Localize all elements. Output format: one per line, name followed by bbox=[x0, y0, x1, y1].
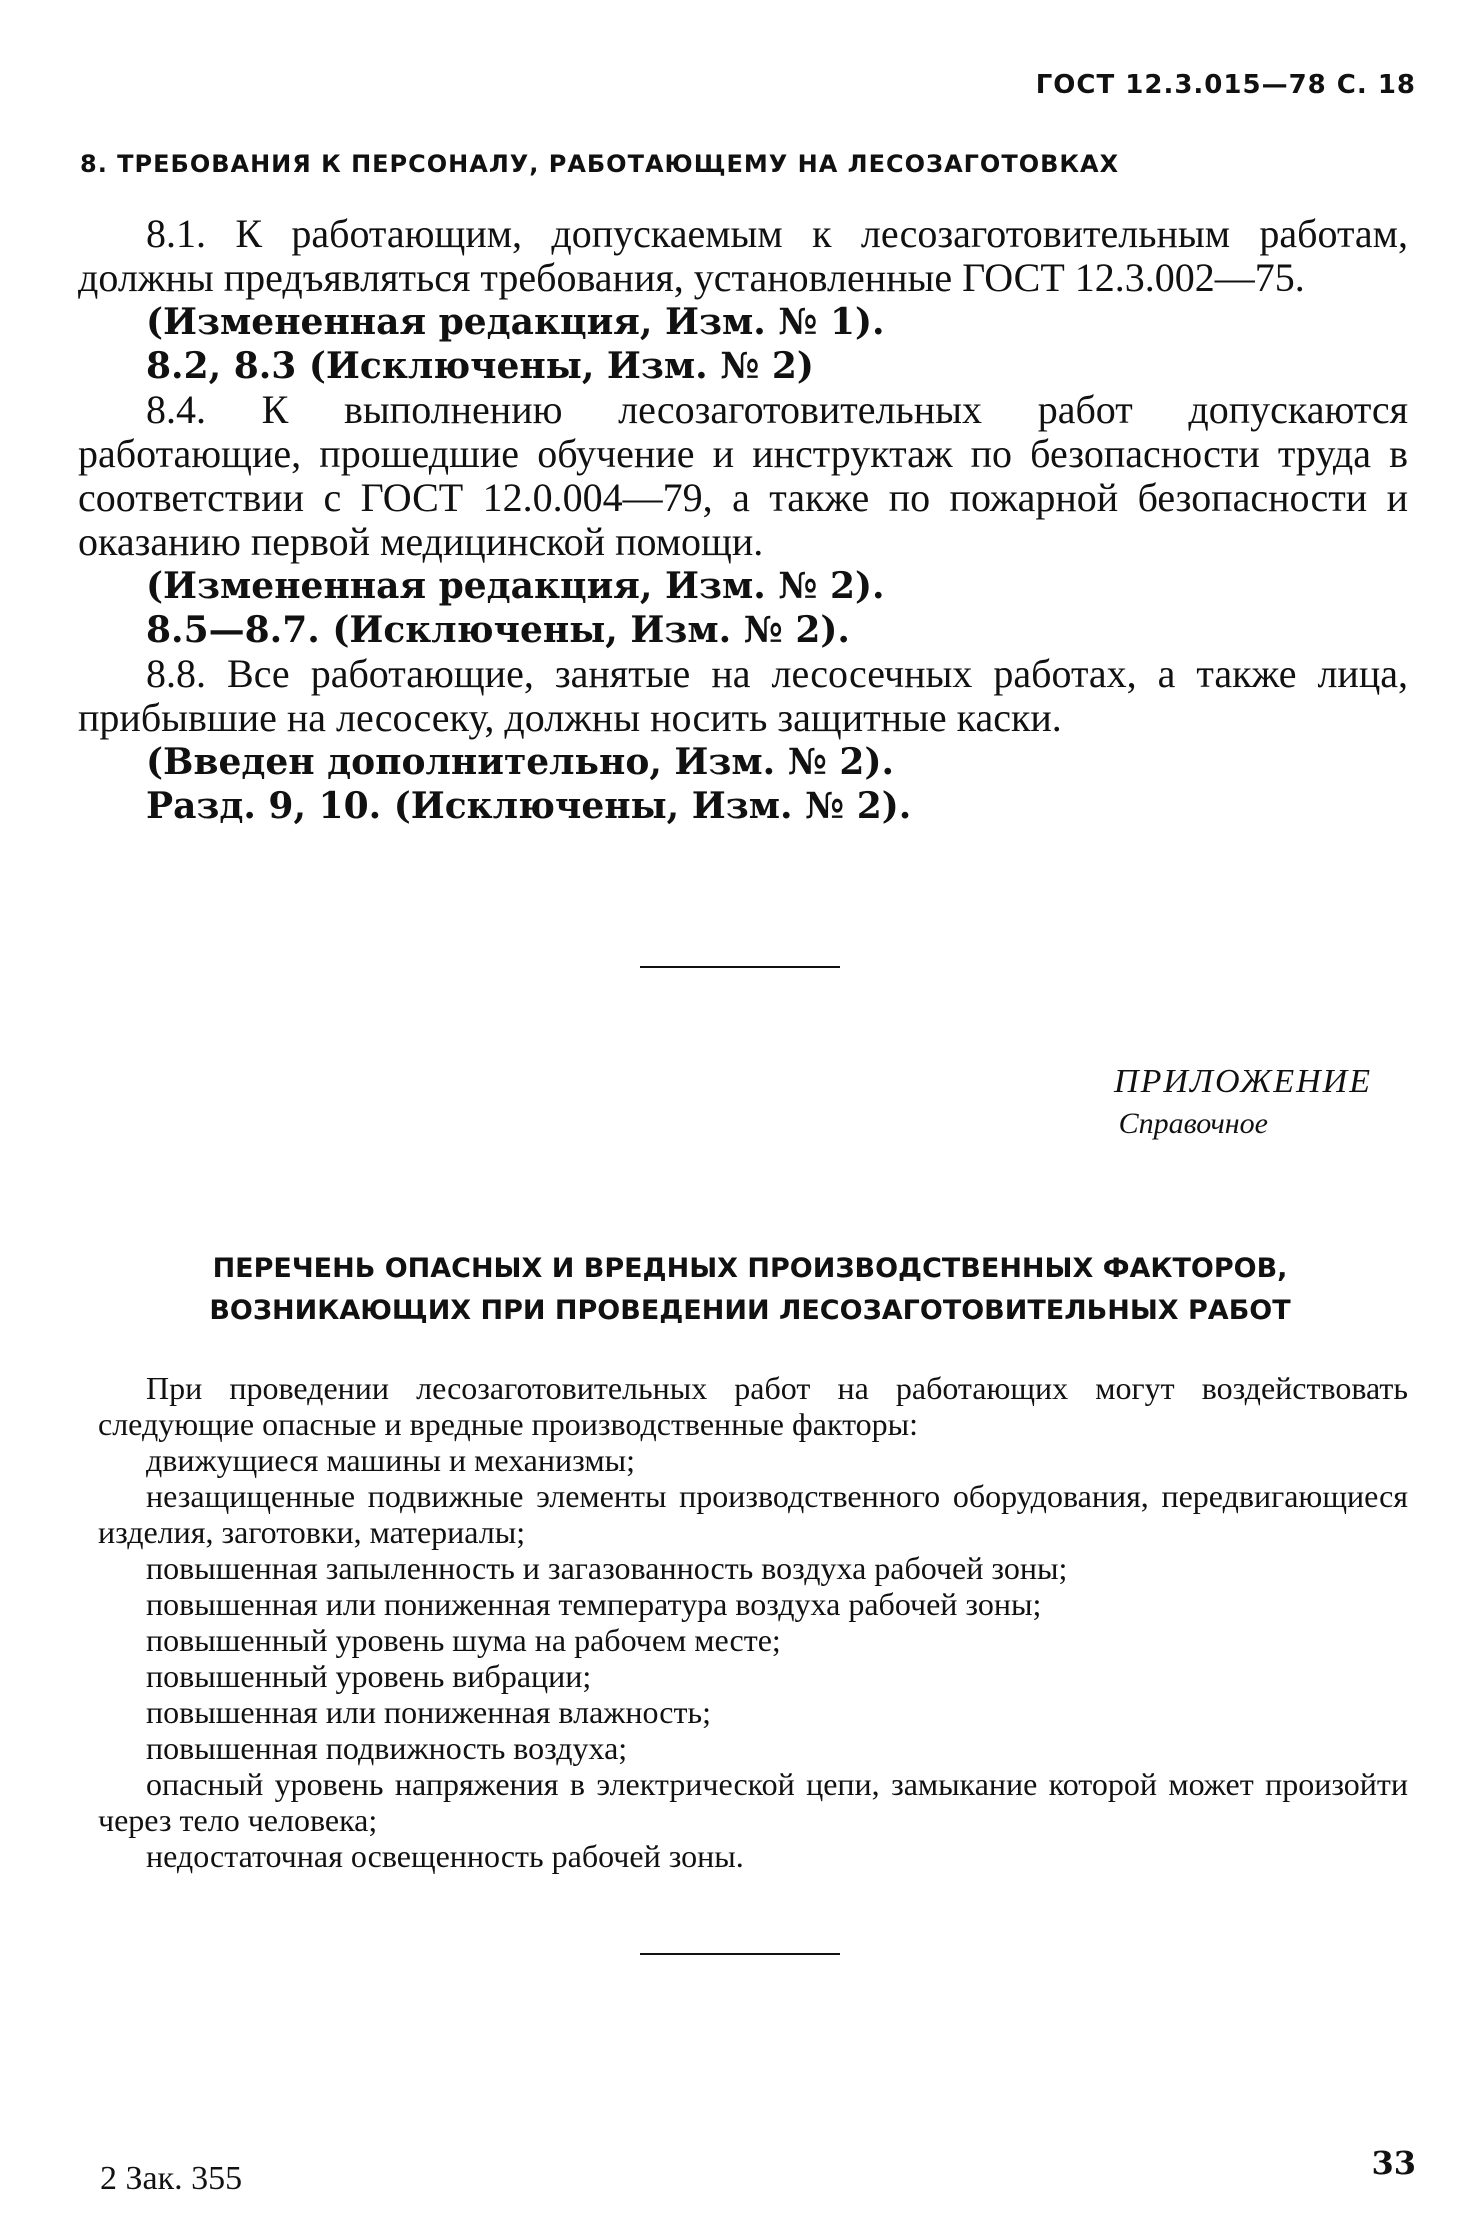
clause-8-1: 8.1. К работающим, допускаемым к лесозаготовительным работам, должны предъявляться требования, установленные ГОСТ 12.3.002—75. bbox=[78, 211, 1408, 300]
factor-item: опасный уровень напряжения в электрической цепи, замыкание которой может произойти через тело человека; bbox=[98, 1766, 1408, 1838]
divider-rule bbox=[640, 1953, 840, 1955]
factors-list bbox=[98, 1370, 1408, 1874]
factor-item: повышенный уровень шума на рабочем месте; bbox=[146, 1622, 781, 1658]
factor-item: повышенная подвижность воздуха; bbox=[146, 1730, 628, 1766]
appendix-heading bbox=[1114, 1060, 1372, 1144]
clause-8-8-amendment: (Введен дополнительно, Изм. № 2). bbox=[146, 741, 895, 783]
factors-title-line-1: ПЕРЕЧЕНЬ ОПАСНЫХ И ВРЕДНЫХ ПРОИЗВОДСТВЕННЫХ ФАКТОРОВ, bbox=[212, 1253, 1288, 1284]
clause-8-5-8-7: 8.5—8.7. (Исключены, Изм. № 2). bbox=[146, 609, 850, 651]
clause-8-2-8-3: 8.2, 8.3 (Исключены, Изм. № 2) bbox=[146, 345, 814, 387]
factor-item: повышенная запыленность и загазованность воздуха рабочей зоны; bbox=[146, 1550, 1068, 1586]
sections-9-10: Разд. 9, 10. (Исключены, Изм. № 2). bbox=[146, 785, 912, 827]
factor-item: незащищенные подвижные элементы производственного оборудования, передвигающиеся изделия, заготовки, материалы; bbox=[98, 1478, 1408, 1550]
factor-item: недостаточная освещенность рабочей зоны. bbox=[146, 1838, 744, 1874]
clause-8-4: 8.4. К выполнению лесозаготовительных работ допускаются работающие, прошедшие обучение и инструктаж по безопасности труда в соответствии с ГОСТ 12.0.004—79, а также по пожарной безопасности и оказанию первой медицинской помощи. bbox=[78, 387, 1408, 564]
factor-item: повышенная или пониженная влажность; bbox=[146, 1694, 711, 1730]
factor-item: движущиеся машины и механизмы; bbox=[146, 1442, 635, 1478]
order-number: 2 Зак. 355 bbox=[100, 2160, 243, 2197]
appendix-type: Справочное bbox=[1118, 1107, 1268, 1140]
clause-8-4-amendment: (Измененная редакция, Изм. № 2). bbox=[146, 565, 885, 607]
factors-title-line-2: ВОЗНИКАЮЩИХ ПРИ ПРОВЕДЕНИИ ЛЕСОЗАГОТОВИТЕЛЬНЫХ РАБОТ bbox=[209, 1295, 1291, 1326]
divider-rule bbox=[640, 966, 840, 968]
factors-title bbox=[100, 1248, 1400, 1332]
factor-item: повышенный уровень вибрации; bbox=[146, 1658, 592, 1694]
clause-8-8: 8.8. Все работающие, занятые на лесосечных работах, а также лица, прибывшие на лесосеку, должны носить защитные каски. bbox=[78, 651, 1408, 740]
section-8-title: 8. ТРЕБОВАНИЯ К ПЕРСОНАЛУ, РАБОТАЮЩЕМУ НА ЛЕСОЗАГОТОВКАХ bbox=[80, 150, 1120, 178]
clause-8-1-amendment: (Измененная редакция, Изм. № 1). bbox=[146, 301, 885, 343]
section-8-body bbox=[78, 212, 1408, 828]
factor-item: повышенная или пониженная температура воздуха рабочей зоны; bbox=[146, 1586, 1042, 1622]
running-head: ГОСТ 12.3.015—78 С. 18 bbox=[1035, 70, 1416, 100]
page-number: 33 bbox=[1371, 2144, 1416, 2182]
factors-intro: При проведении лесозаготовительных работ на работающих могут воздействовать следующие опасные и вредные производственные факторы: bbox=[98, 1370, 1408, 1442]
appendix-label: ПРИЛОЖЕНИЕ bbox=[1114, 1063, 1372, 1100]
